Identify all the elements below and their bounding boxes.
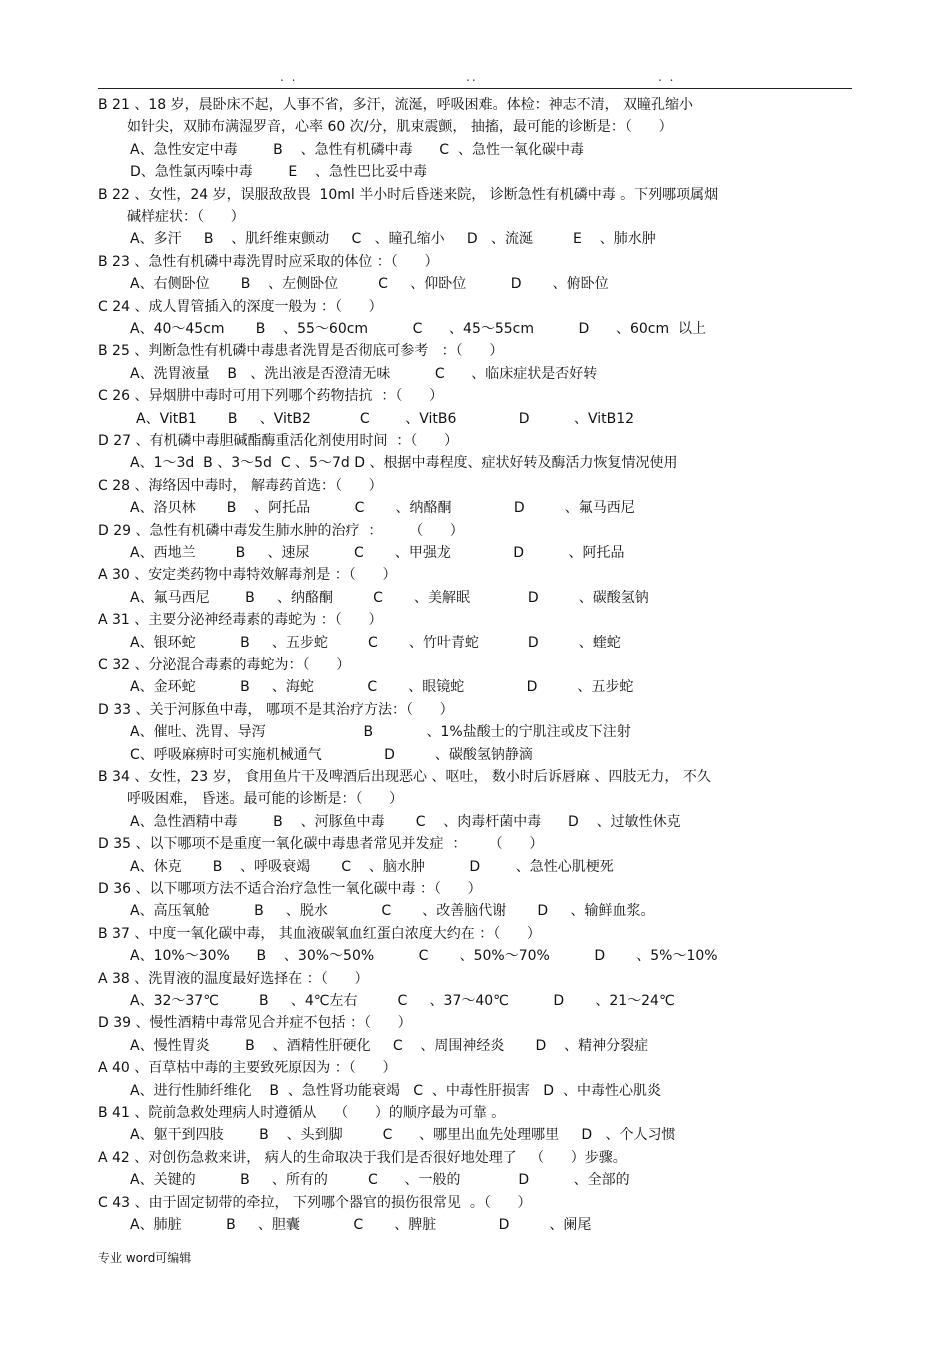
header-dots-right: . . [658, 70, 676, 84]
option-line: A、多汗 B 、肌纤维束颤动 C 、瞳孔缩小 D 、流涎 E 、肺水肿 [130, 231, 656, 248]
option-line: A、慢性胃炎 B 、酒精性肝硬化 C 、周围神经炎 D 、精神分裂症 [130, 1037, 649, 1054]
question-line: 呼吸困难， 昏迷。最可能的诊断是：（ ） [127, 791, 404, 808]
header-dots-middle: .. [466, 70, 478, 84]
header-dots-left: . . [280, 70, 298, 84]
question-line: B 37 、中度一氧化碳中毒， 其血液碳氧血红蛋白浓度大约在 ：（ ） [98, 925, 541, 942]
question-line: C 32 、分泌混合毒素的毒蛇为：（ ） [98, 657, 351, 673]
question-line: B 25 、判断急性有机磷中毒患者洗胃是否彻底可参考 ：（ ） [98, 343, 504, 360]
option-line: A、高压氧舱 B 、脱水 C 、改善脑代谢 D 、输鲜血浆。 [130, 903, 655, 920]
option-line: A、急性安定中毒 B 、急性有机磷中毒 C 、急性一氧化碳中毒 [130, 141, 584, 158]
question-line: 如针尖，双肺布满湿罗音，心率 60 次/分，肌束震颤， 抽搐，最可能的诊断是：（ ） [127, 119, 673, 136]
question-line: D 39 、慢性酒精中毒常见合并症不包括 ：（ ） [98, 1015, 412, 1032]
question-line: D 36 、以下哪项方法不适合治疗急性一氧化碳中毒 ：（ ） [98, 881, 482, 897]
question-line: A 31 、主要分泌神经毒素的毒蛇为 ：（ ） [98, 612, 383, 629]
question-line: C 26 、异烟肼中毒时可用下列哪个药物拮抗 ：（ ） [98, 388, 444, 405]
option-line: C、呼吸麻痹时可实施机械通气 D 、碳酸氢钠静滴 [130, 746, 533, 763]
question-line: C 43 、由于固定韧带的牵拉， 下列哪个器官的损伤很常见 。（ ） [98, 1194, 532, 1211]
option-line: A、休克 B 、呼吸衰竭 C 、脑水肿 D 、急性心肌梗死 [130, 858, 614, 875]
option-line: A、肺脏 B 、胆囊 C 、脾脏 D 、阑尾 [130, 1217, 592, 1233]
footer-text: 专业 word可编辑 [98, 1251, 192, 1265]
header-rule [98, 88, 852, 89]
question-line: B 21 、18 岁，晨卧床不起，人事不省，多汗，流涎，呼吸困难。体检：神志不清， 双瞳孔缩小 [98, 97, 694, 113]
option-line: D、急性氯丙嗪中毒 E 、急性巴比妥中毒 [130, 164, 428, 181]
question-line: D 35 、以下哪项不是重度一氧化碳中毒患者常见并发症 ： （ ） [98, 836, 544, 853]
option-line: A、VitB1 B 、VitB2 C 、VitB6 D 、VitB12 [136, 410, 635, 427]
question-line: A 38 、洗胃液的温度最好选择在 ：（ ） [98, 970, 369, 987]
option-line: A、洗胃液量 B 、洗出液是否澄清无味 C 、临床症状是否好转 [130, 365, 598, 382]
question-line: C 28 、海络因中毒时， 解毒药首选：（ ） [98, 477, 383, 494]
option-line: A、右侧卧位 B 、左侧卧位 C 、仰卧位 D 、俯卧位 [130, 276, 609, 293]
question-line: B 22 、女性，24 岁，误服敌敌畏 10ml 半小时后昏迷来院， 诊断急性有机磷中毒 。下列哪项属烟 [98, 186, 719, 203]
option-line: A、金环蛇 B 、海蛇 C 、眼镜蛇 D 、五步蛇 [130, 679, 634, 696]
question-line: B 23 、急性有机磷中毒洗胃时应采取的体位 ：（ ） [98, 253, 439, 270]
question-line: D 27 、有机磷中毒胆碱酯酶重活化剂使用时间 ：（ ） [98, 433, 459, 449]
question-line: C 24 、成人胃管插入的深度一般为 ：（ ） [98, 298, 383, 315]
option-line: A、催吐、洗胃、导泻 B 、1%盐酸士的宁肌注或皮下注射 [130, 724, 631, 741]
option-line: A、40～45cm B 、55～60cm C 、45～55cm D 、60cm 以上 [130, 321, 707, 337]
question-line: D 29 、急性有机磷中毒发生肺水肿的治疗 ： （ ） [98, 522, 464, 539]
option-line: A、氟马西尼 B 、纳酪酮 C 、美解眠 D 、碳酸氢钠 [130, 589, 649, 606]
option-line: A、32～37℃ B 、4℃左右 C 、37～40℃ D 、21～24℃ [130, 993, 675, 1009]
option-line: A、西地兰 B 、速尿 C 、甲强龙 D 、阿托品 [130, 545, 625, 561]
question-line: A 42 、对创伤急救来讲， 病人的生命取决于我们是否很好地处理了 （ ）步骤。 [98, 1149, 627, 1166]
question-line: 碱样症状：（ ） [127, 209, 245, 225]
option-line: A、急性酒精中毒 B 、河豚鱼中毒 C 、肉毒杆菌中毒 D 、过敏性休克 [130, 813, 681, 830]
option-line: A、银环蛇 B 、五步蛇 C 、竹叶青蛇 D 、蝰蛇 [130, 634, 621, 651]
question-line: D 33 、关于河豚鱼中毒， 哪项不是其治疗方法：（ ） [98, 701, 454, 718]
question-line: A 30 、安定类药物中毒特效解毒剂是 ：（ ） [98, 567, 397, 584]
question-line: B 41 、院前急救处理病人时遵循从 （ ）的顺序最为可靠 。 [98, 1105, 506, 1121]
option-line: A、关键的 B 、所有的 C 、一般的 D 、全部的 [130, 1172, 630, 1189]
option-line: A、1～3d B 、3～5d C 、5～7d D 、根据中毒程度、症状好转及酶活力恢复情况使用 [130, 455, 678, 472]
question-line: A 40 、百草枯中毒的主要致死原因为 ：（ ） [98, 1060, 397, 1077]
question-line: B 34 、女性，23 岁， 食用鱼片干及啤酒后出现恶心 、呕吐， 数小时后诉唇麻 、四肢无力， 不久 [98, 769, 711, 785]
option-line: A、进行性肺纤维化 B 、急性肾功能衰竭 C 、中毒性肝损害 D 、中毒性心肌炎 [130, 1082, 661, 1099]
option-line: A、洛贝林 B 、阿托品 C 、纳酪酮 D 、氟马西尼 [130, 500, 635, 517]
option-line: A、躯干到四肢 B 、头到脚 C 、哪里出血先处理哪里 D 、个人习惯 [130, 1127, 676, 1144]
option-line: A、10%～30% B 、30%～50% C 、50%～70% D 、5%～10% [130, 948, 718, 965]
